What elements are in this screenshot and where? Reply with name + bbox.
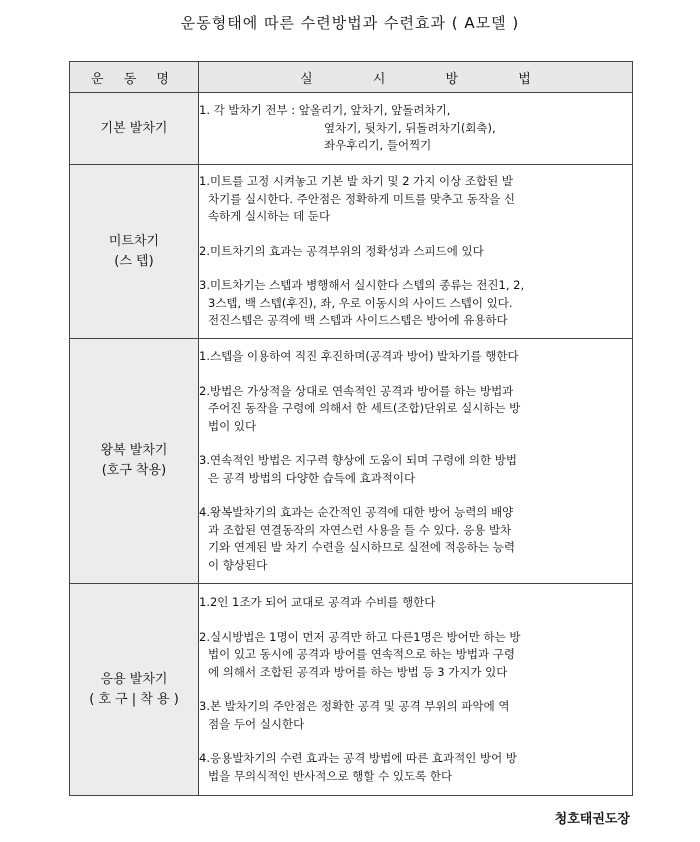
method-line: 옆차기, 뒷차기, 뒤돌려차기(회축), xyxy=(324,120,496,135)
method-line: 법이 있다 xyxy=(208,418,257,433)
method-line: 3스텝, 백 스텝(후진), 좌, 우로 이동시의 사이드 스텝이 있다. xyxy=(208,295,513,310)
method-line: 1.미트를 고정 시켜놓고 기본 발 차기 및 2 가지 이상 조합된 발 xyxy=(199,174,514,189)
method-line: 법이 있고 동시에 공격과 방어를 연속적으로 하는 방법과 구령 xyxy=(208,647,515,661)
header-exercise-name: 운 동 명 xyxy=(70,62,199,93)
method-line: 4.왕복발차기의 효과는 순간적인 공격에 대한 방어 능력의 배양 xyxy=(199,505,514,519)
method-line: 과 조합된 연결동작의 자연스런 사용을 들 수 있다. 응용 발차 xyxy=(208,522,512,537)
method-line: 에 의해서 조합된 공격과 방어를 하는 방법 등 3 가지가 있다 xyxy=(208,664,508,679)
table-row xyxy=(70,339,633,584)
method-item xyxy=(199,504,632,574)
exercise-name-cell xyxy=(70,584,199,796)
exercise-name-cell xyxy=(70,165,199,339)
method-item xyxy=(199,173,632,226)
exercise-name: 왕복 발차기 xyxy=(100,443,168,458)
method-line: 이 향상된다 xyxy=(208,557,268,572)
method-line: 1. 각 발차기 전부 : 앞올리기, 앞차기, 앞돌려차기, xyxy=(199,103,451,118)
exercise-name-sub: (호구 착용) xyxy=(101,463,167,478)
school-name-footer: 청호태권도장 xyxy=(554,812,630,827)
method-line: 2.방법은 가상적을 상대로 연속적인 공격과 방어를 하는 방법과 xyxy=(199,383,514,398)
method-line: 전진스텝은 공격에 백 스텝과 사이드스텝은 방어에 유용하다 xyxy=(208,313,508,328)
method-line: 3.연속적인 방법은 지구력 향상에 도움이 되며 구령에 의한 방법 xyxy=(199,453,517,467)
method-cell xyxy=(199,93,633,165)
method-cell xyxy=(199,165,633,339)
method-item xyxy=(199,750,632,785)
method-line: 1.2인 1조가 되어 교대로 공격과 수비를 행한다 xyxy=(199,595,436,609)
exercise-name: 기본 발차기 xyxy=(100,120,168,136)
method-line: 2.미트차기의 효과는 공격부위의 정확성과 스피드에 있다 xyxy=(199,243,484,258)
training-method-table xyxy=(69,61,633,796)
method-item xyxy=(199,277,632,330)
document-title: 운동형태에 따른 수련방법과 수련효과 ( A모델 ) xyxy=(180,14,520,32)
method-item xyxy=(199,629,632,682)
method-item xyxy=(199,383,632,436)
exercise-name-sub: ( 호 구 | 착 용 ) xyxy=(89,691,179,707)
method-line: 속하게 실시하는 데 둔다 xyxy=(208,209,331,224)
method-line: 법을 무의식적인 반사적으로 행할 수 있도록 한다 xyxy=(208,768,453,783)
method-line: 3.미트차기는 스텝과 병행해서 실시한다 스텝의 종류는 전진1, 2, xyxy=(199,278,525,293)
header-method: 실 시 방 법 xyxy=(199,62,633,93)
method-line: 기와 연계된 발 차기 수련을 실시하므로 실전에 적응하는 능력 xyxy=(208,540,515,554)
exercise-name-cell xyxy=(70,93,199,165)
table-row xyxy=(70,165,633,339)
table-row xyxy=(70,584,633,796)
table-header-row xyxy=(70,62,633,93)
method-item xyxy=(199,348,632,366)
exercise-name-cell xyxy=(70,339,199,584)
method-cell xyxy=(199,584,633,796)
exercise-name-sub: (스 텝) xyxy=(114,253,154,269)
table-row xyxy=(70,93,633,165)
method-item xyxy=(199,594,632,612)
method-cell xyxy=(199,339,633,584)
method-line: 2.실시방법은 1명이 먼저 공격만 하고 다른1명은 방어만 하는 방 xyxy=(199,629,521,644)
method-line: 점을 두어 실시한다 xyxy=(208,716,305,731)
method-line: 1.스텝을 이용하여 직진 후진하며(공격과 방어) 발차기를 행한다 xyxy=(199,349,519,363)
method-line: 차기를 실시한다. 주안점은 정확하게 미트를 맞추고 동작을 신 xyxy=(208,191,515,206)
method-item xyxy=(199,243,632,261)
exercise-name: 응용 발차기 xyxy=(100,671,168,687)
method-line: 좌우후리기, 들어찍기 xyxy=(324,138,432,153)
method-line: 주어진 동작을 구령에 의해서 한 세트(조합)단위로 실시하는 방 xyxy=(208,401,521,415)
method-item xyxy=(199,452,632,487)
method-line: 3.본 발차기의 주안점은 정확한 공격 및 공격 부위의 파악에 역 xyxy=(199,699,510,713)
method-line: 4.응용발차기의 수련 효과는 공격 방법에 따른 효과적인 방어 방 xyxy=(199,751,517,765)
method-item xyxy=(199,698,632,733)
exercise-name: 미트차기 xyxy=(108,233,160,249)
method-line: 은 공격 방법의 다양한 습득에 효과적이다 xyxy=(208,470,416,485)
